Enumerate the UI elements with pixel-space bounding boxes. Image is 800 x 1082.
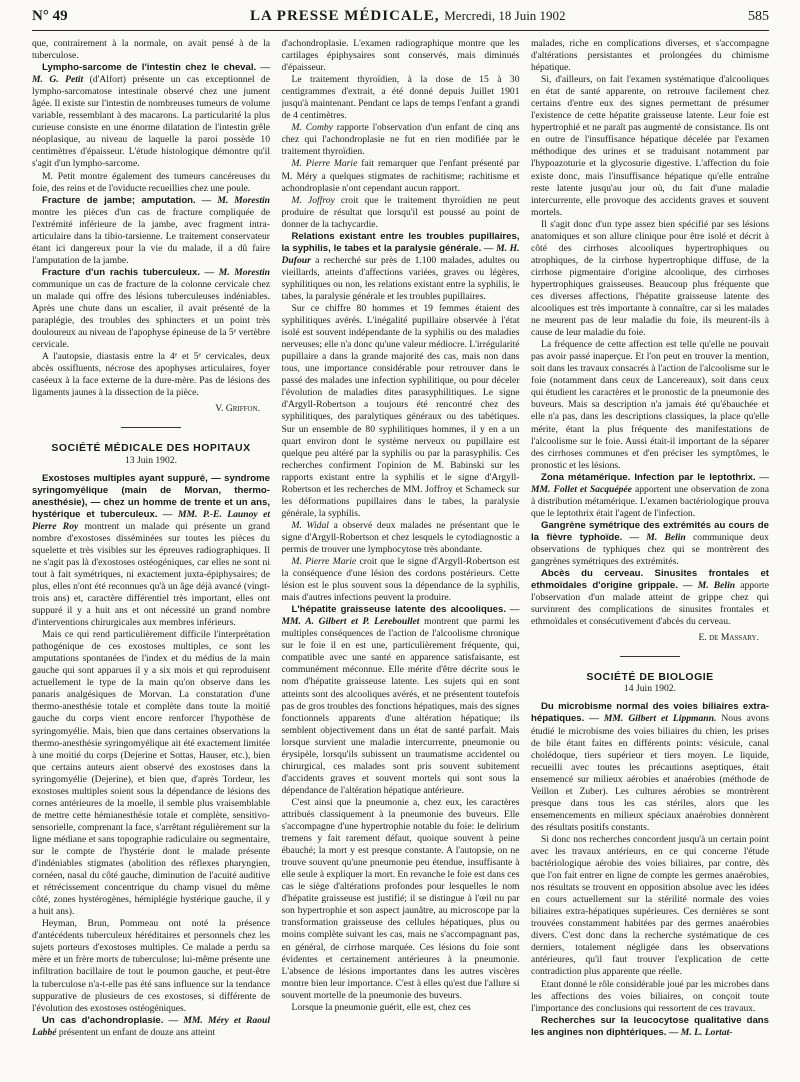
section-title: SOCIÉTÉ MÉDICALE DES HOPITAUX	[51, 442, 251, 455]
article-fracture-rachis	[32, 267, 270, 351]
paragraph: Lorsque la pneumonie guérit, elle est, chez ces	[291, 1001, 471, 1013]
article-text: montrent que parmi les multiples conséquences de l'action de l'alcoolisme chronique sur le foie il en est une, particulièrement fréquente, qui, compatible avec une santé en apparence satisfaisante, est communément méconnue. Elle mérite d'être décrite sous le nom d'hépatite graisseuse latente. Les sujets qui en sont atteints sont des alcooliques avérés, et ne présentent toutefois pas de gros troubles des fonctions hépatiques, mais des signes fonctionnels apparents d'une altération hépatique; ils semblent objectivement dans un état de santé parfait. Mais lorsque survient une maladie intercurrente, pneumonie ou érysipèle, lorsqu'ils subissent un traumatisme accidentel ou chirurgical, ces malades sont pris souvent subitement d'accidents graves et souvent mortels qui sont sous la dépendance de l'altération hépatique antérieure.	[281, 616, 520, 796]
paragraph: Etant donné le rôle considérable joué par les microbes dans les affections des voies biliaires, on conçoit toute l'importance des conclusions qui ressortent de ces travaux.	[531, 978, 769, 1014]
journal-name: LA PRESSE MÉDICALE,	[250, 8, 440, 24]
paragraph	[282, 122, 520, 158]
article-achondroplasie	[32, 1015, 270, 1039]
article-text: communique deux observations de typhiques chez qui se montrèrent des gangrènes symétriques des extrémités.	[531, 531, 769, 568]
paragraph: Sur ce chiffre 80 hommes et 19 femmes étaient des syphilitiques avérés. L'inégalité pupillaire observée à l'état isolé est souvent indépendante de la syphilis ou des maladies nerveuses; elle n'a donc qu'une valeur médiocre. L'irrégularité pupillaire a dans la grande majorité des cas, mais non dans tous, une importance considérable pour retrouver dans le passé des malades une infection syphilitique, ou pour déceler l'évolution de maladies dites parasyphilitiques. Le signe d'Argyll-Robertson a toujours été rencontré chez des syphilitiques, des paralytiques généraux ou des tabétiques. Sur un ensemble de 80 syphilitiques hommes, il y en a un quart environ dont le système nerveux ou pupillaire est quelque peu altéré par la syphilis ou par la parasyphilis. Ces recherches confirment l'opinion de M. Babinski sur les rapports existant entre la syphilis et le signe d'Argyll-Robertson et les recherches de MM. Joffroy et Schameck sur les déformations pupillaires dans le tabes, la paralysie générale, la syphilis.	[281, 303, 520, 519]
article-fracture-jambe	[32, 195, 270, 267]
article-lympho-sarcome	[32, 62, 270, 170]
paragraph	[282, 556, 520, 604]
paragraph: M. Petit montre également des tumeurs cancéreuses du foie, des reins et de l'oviducte recueillies chez une poule.	[32, 170, 270, 194]
article-heading: Recherches sur la leucocytose qualitative dans les angines non diphtériques.	[531, 1014, 769, 1038]
article-text: a recherché sur près de 1.100 malades, adultes ou vieillards, atteints d'affections variées, graves ou légères, syphilitiques ou non, les relations existant entre la syphilis, le tabes, la paralysie générale et les troubles pupillaires.	[281, 254, 520, 302]
paragraph: d'achondroplasie. L'examen radiographique montre que les cartilages épiphysaires sont conservés, mais diminués d'épaisseur.	[281, 38, 520, 74]
article-heading: Abcès du cerveau. Sinusites frontales et ethmoïdales d'origine grippale.	[531, 568, 769, 592]
article-text: croit que le signe d'Argyll-Robertson est la conséquence d'une lésion des cordons postérieurs. Cette lésion est le plus souvent sous la dépendance de la syphilis, mais d'autres infections peuvent la produire.	[281, 556, 520, 604]
article-text: montre les pièces d'un cas de fracture compliquée de l'extrémité inférieure de la jambe, avec fragment intra-articulaire dans la tibio-tarsienne. Le traitement conservateur étant ici dangereux pour la vie du malade, il a dû faire l'amputation de la jambe.	[32, 206, 270, 266]
paragraph: Si donc nos recherches concordent jusqu'à un certain point avec les travaux antérieurs, en ce qui concerne l'étude bactériologique aérobie des voies biliaires, par contre, dès que l'on fait entrer en ligne de compte les germes anaérobies, nos résultats se trouvent en opposition absolue avec les idées en cours actuellement sur la stérilité normale des voies biliaires extra-hépatiques supérieures. Ces dernières se sont trouvées constamment habitées par des germes anaérobies divers. C'est donc dans la recherche systématique de ces derniers, totalement négligée dans les observations antérieures, qu'il faut trouver l'explication de cette contradiction plus apparente que réelle.	[531, 833, 769, 978]
section-divider	[121, 427, 181, 428]
section-date: 13 Juin 1902.	[125, 454, 177, 466]
article-author: — MM. Méry et Raoul Labbé	[32, 1014, 270, 1038]
article-text: apporte l'observation d'un malade atteint de grippe chez qui survinrent des complications de sinusites frontales et ethmoïdales et consécutivement d'abcès du cerveau.	[531, 580, 769, 628]
article-author: — MM. A. Gilbert et P. Lereboullet	[281, 604, 520, 628]
column-1	[32, 38, 270, 1078]
article-text: apportent une observation de zona à distribution métamérique. L'examen bactériologique prouva que le leptothrix était l'agent de l'infection.	[531, 483, 769, 519]
paragraph: Heyman, Brun, Pommeau ont noté la présence d'antécédents tuberculeux héréditaires et personnels chez les sujets porteurs d'exostoses multiples. Ce malade a perdu sa mère et un frère morts de tuberculose; lui-même présente une infiltration bacillaire de tout le poumon gauche, et peut-être la tuberculose n'a-t-elle pas été sans influence sur la tendance suppurative de plusieurs de ces exostoses, si différente de l'évolution des exostoses ostéogéniques.	[32, 918, 270, 1014]
paragraph: La fréquence de cette affection est telle qu'elle ne pouvait pas avoir passé inaperçue. Et l'on peut en trouver la mention, soit dans les travaux consacrés à l'action de l'alcoolisme sur le foie (notamment dans ceux de Lancereaux), soit dans ceux qui étudient les caractères et le pronostic de la pneumonie des buveurs. Mais sa description n'a jamais été qu'ébauchée et elle n'a pas, dans les descriptions classiques, la place qu'elle mérite, étant la plus fréquente des manifestations de l'alcoolisme sur le foie. Aussi était-il important de la séparer des cirrhoses communes et d'en préciser les symptômes, le pronostic et les lésions.	[531, 339, 769, 471]
article-author: — M. Belin	[629, 531, 686, 543]
article-gangrene	[531, 520, 769, 568]
article-leucocytose	[531, 1015, 769, 1039]
article-heading: Un cas d'achondroplasie.	[42, 1014, 164, 1026]
article-author: — M. L. Lortat-	[668, 1026, 733, 1038]
article-abces-cerveau	[531, 568, 769, 628]
article-zona	[531, 472, 769, 520]
column-2	[282, 38, 520, 1078]
article-text: fait remarquer que l'enfant présenté par M. Méry a quelques stigmates de rachitisme; rachitisme et achondroplasie n'ont cependant aucun rapport.	[281, 158, 520, 194]
article-author: — MM. Follet et Sacquépée	[531, 471, 769, 495]
article-author: M. Joffroy	[291, 194, 335, 206]
article-exostoses	[32, 473, 270, 630]
section-divider	[620, 656, 680, 657]
paragraph: malades, riche en complications diverses, et s'accompagne d'altérations persistantes et prolongées du chimisme hépatique.	[531, 38, 769, 74]
article-author: — MM. P.-E. Launoy et Pierre Roy	[32, 508, 270, 532]
article-text: rapporte l'observation d'un enfant de cinq ans chez qui l'achondroplasie ne fut en rien modifiée par le traitement thyroïdien.	[281, 122, 520, 158]
signature: E. de Massary.	[698, 632, 759, 644]
article-author: M. Pierre Marie	[291, 556, 357, 568]
page-header	[32, 8, 769, 31]
article-text: communique un cas de fracture de la colonne cervicale chez un malade qui offre des lésions tuberculeuses indéniables. Après une chute dans un escalier, il avait présenté de la paraplégie, des troubles des sphincters et un point très douloureux au niveau de l'apophyse épineuse de la 5ᵉ vertèbre cervicale.	[32, 278, 270, 351]
article-author: — M. Morestin	[204, 266, 270, 278]
issue-number: N° 49	[32, 8, 68, 24]
article-text: présentent un enfant de douze ans atteint	[58, 1026, 216, 1038]
page-number: 585	[748, 9, 769, 24]
signature: V. Griffon.	[215, 403, 260, 415]
journal-title	[250, 8, 566, 25]
paragraph	[282, 520, 520, 556]
article-heading: Exostoses multiples ayant suppuré, — syndrome syringomyélique (main de Morvan, thermo-anesthésie), — chez un homme de trente et un ans, hystérique et tuberculeux.	[32, 472, 270, 520]
article-text: croit que le traitement thyroïdien ne peut produire de résultat que lorsqu'il est poussé au point de donner de la tachycardie.	[281, 194, 520, 230]
paragraph: Mais ce qui rend particulièrement difficile l'interprétation pathogénique de ces exostoses multiples, ce sont les amputations spontanées de l'index et du médius de la main gauche qui sont apparues il y a six mois et qui reproduisent actuellement le type de la main qu'on observe dans les panaris analgésiques de Morvan. La constatation d'une thermo-anesthésie totale et complète dans toute la moitié gauche du corps vient encore renforcer l'hypothèse de syringomyélie. Mais, bien que dans certaines observations la thermo-anesthésie syringomyélique ait été exactement limitée à une moitié du corps (Dejerine et Sottas, Hauser, etc.), bien que certains auteurs aient observé des exostoses dans la syringomyélie (Dejerine), et bien que, d'après Tordeur, les exostoses multiples soient sous la dépendance de lésions des cornes antérieures de la moelle, il semble plus vraisemblable de mettre cette hémianesthésie totale et complète, sensitivo-sensorielle, comprenant la face, s'arrêtant régulièrement sur la ligne médiane et sans topographie radiculaire ou segmentaire, sur le compte de l'hystérie dont le malade présente d'indéniables stigmates (abolition des réflexes pharyngien, cornéen, nasal du côté gauche, diminution de l'acuité auditive et rétrécissement concentrique du champ visuel du même côté, zones hystérogènes, hémiplégie hystérique gauche, il y a huit ans).	[32, 629, 270, 918]
paragraph: que, contrairement à la normale, on avait pensé à de la tuberculose.	[32, 38, 270, 62]
article-heading: Relations existant entre les troubles pupillaires, la syphilis, le tabes et la paralysie générale.	[281, 230, 520, 254]
paragraph: Si, d'ailleurs, on fait l'examen systématique d'alcooliques en état de santé apparente, on retrouve facilement chez certains d'entre eux des signes permettant de présumer l'existence de cette hépatite graisseuse latente. Leur foie est hypertrophié et ne paraît pas augmenté de consistance. Ils ont en outre de l'insuffisance hépatique décelée par l'examen méthodique des urines et se traduisant notamment par l'hypoazoturie et la glycosurie digestive. L'affection du foie existe donc, mais l'insuffisance hépatique qu'elle entraîne reste latente jusqu'au jour où, du fait d'une maladie intercurrente, elle provoque des accidents graves et souvent mortels.	[531, 74, 769, 218]
article-heading: Du microbisme normal des voies biliaires extra-hépatiques.	[531, 701, 769, 725]
article-text: Nous avons étudié le microbisme des voies biliaires du chien, les prises de bile étant faites en différents points: vésicule, canal cholédoque, tiers supérieur et tiers moyen. Le liquide, recueilli avec toutes les précautions aseptiques, était ensemencé sur milieux aérobies et anaérobies (méthode de Veillon et Zuber). Les cultures aérobies se montrèrent presque dans tous les cas stériles, alors que les ensemencements en milieux spéciaux anaérobies donnèrent des résultats positifs constants.	[531, 713, 769, 833]
article-columns	[32, 38, 769, 1078]
paragraph: A l'autopsie, diastasis entre la 4ᵉ et 5ᵉ cervicales, deux abcès ossifluents, nécrose des apophyses articulaires, foyer caséeux à la face externe de la dure-mère. Pas de lésions des ligaments jaunes à la dissection de la pièce.	[32, 351, 270, 399]
article-heading: Lympho-sarcome de l'intestin chez le cheval.	[42, 62, 257, 74]
paragraph	[282, 158, 520, 194]
section-title: SOCIÉTÉ DE BIOLOGIE	[586, 671, 714, 684]
article-heading: Fracture de jambe; amputation.	[42, 194, 196, 206]
article-text: (d'Alfort) présente un cas exceptionnel de lympho-sarcomatose intestinale observé chez une jument âgée. Il existe sur l'intestin de nombreuses tumeurs de volume variable, ressemblant à des macarons. La particularité la plus curieuse consiste en une énorme dilatation de l'intestin grêle néoplasique, au niveau de laquelle la paroi possède 10 centimètres d'épaisseur. L'étude histologique démontre qu'il s'agit d'un lympho-sarcome.	[32, 74, 270, 170]
paragraph	[282, 195, 520, 231]
article-author: — M. Morestin	[201, 194, 270, 206]
article-heading: Fracture d'un rachis tuberculeux.	[42, 266, 201, 278]
article-author: — M. Belin	[682, 580, 736, 592]
section-date: 14 Juin 1902.	[624, 683, 676, 695]
article-heading: Zona métamérique. Infection par le leptothrix.	[541, 471, 756, 483]
paragraph: Il s'agit donc d'un type assez bien spécifié par ses lésions anatomiques et son allure clinique pour être isolé et décrit à côté des cirrhoses alcooliques hypertrophiques ou atrophiques, de la cirrhose hypertrophique diffuse, de la cirrhose pigmentaire d'origine alcoolique, des cirrhoses hypertrophiques graisseuses. Beaucoup plus fréquente que ces diverses affections, l'hépatite graisseuse latente des alcooliques est très importante à connaître, car si les malades ne meurent pas de leur maladie du foie, ils meurent-ils à cause de leur maladie du foie.	[531, 218, 769, 339]
article-author: M. Comby	[291, 122, 333, 134]
article-hepatite	[282, 604, 520, 797]
article-heading: L'hépatite graisseuse latente des alcooliques.	[291, 604, 507, 616]
issue-date: Mercredi, 18 Juin 1902	[444, 8, 566, 23]
article-microbisme	[531, 701, 769, 834]
paragraph: C'est ainsi que la pneumonie a, chez eux, les caractères attribués classiquement à la pneumonie des buveurs. Elle s'accompagne d'une hypertrophie notable du foie: le delirium tremens y fait rarement défaut, quoique souvent à peine ébauché; la mort y est presque constante. A l'autopsie, on ne trouve souvent qu'une pneumonie peu étendue, insuffisante à elle seule à expliquer la mort. En revanche le foie est dans ces cas le siège d'altérations profondes pour lesquelles le nom d'hépatite graisseuse est justifié; il se distingue à l'œil nu par son hypertrophie et son aspect jaunâtre, au microscope par la transformation graisseuse des cellules hépatiques, plus ou moins complète suivant les cas, mais ne s'accompagnant pas, en général, de cirrhose marquée. Ces lésions du foie sont évidentes et certainement antérieures à la pneumonie. L'absence de lésions importantes dans les autres viscères montre bien leur importance. C'est à elles qu'est due l'allure si souvent mortelle de la pneumonie des buveurs.	[281, 796, 520, 1001]
article-author: — M. H. Dufour	[281, 242, 520, 266]
article-author: — MM. Gilbert et Lippmann.	[589, 713, 717, 725]
article-author: M. Widal	[291, 519, 329, 531]
article-heading: Gangrène symétrique des extrémités au cours de la fièvre typhoïde.	[531, 519, 769, 543]
article-author: M. Pierre Marie	[291, 158, 358, 170]
article-text: a observé deux malades ne présentant que le signe d'Argyll-Robertson et chez lesquels le cytodiagnostic a permis de trouver une lymphocytose très abondante.	[281, 519, 520, 555]
article-troubles-pupillaires	[282, 231, 520, 303]
paragraph: Le traitement thyroïdien, à la dose de 15 à 30 centigrammes d'extrait, a été donné depuis Juillet 1901 jusqu'à maintenant. Pendant ce laps de temps l'enfant a grandi de 4 centimètres.	[281, 74, 520, 122]
column-3	[531, 38, 769, 1078]
article-text: montrent un malade qui présente un grand nombre d'exostoses disséminées sur toutes les pièces du squelette et très visibles sur les épreuves radiographiques. Il ne s'agit pas là d'exostoses ostéogéniques, car elles ne sont ni tout à fait symétriques, ni exactement juxta-épiphysaires; de plus, elles n'ont été reconnues qu'à un âge déjà avancé (vingt-trois ans) et, caractère différentiel très important, elles ont suppuré il y a huit ans et ont nécessité un grand nombre d'interventions chirurgicales aux membres inférieurs.	[32, 520, 270, 629]
article-author: — M. G. Petit	[32, 62, 270, 86]
